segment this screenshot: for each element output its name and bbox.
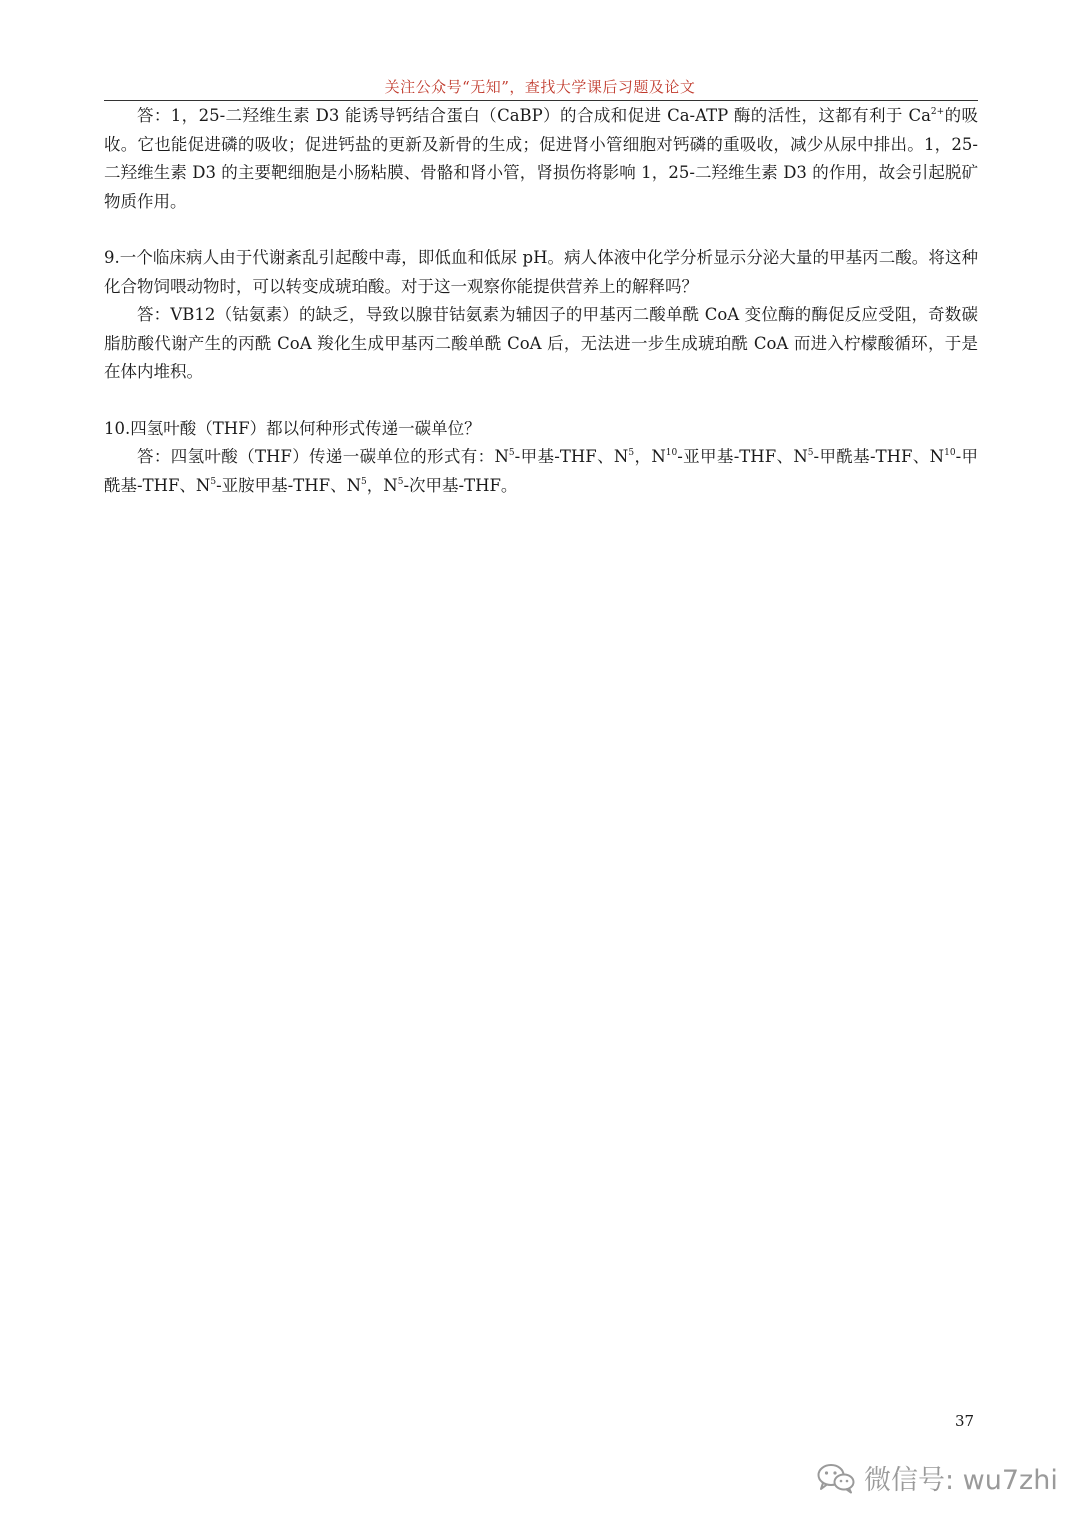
page-number: 37 bbox=[955, 1412, 975, 1430]
answer-8-text-b: 的吸收。它也能促进磷的吸收；促进钙盐的更新及新骨的生成；促进肾小管细胞对钙磷的重吸收，减少从尿中排出。1，25-二羟维生素 D3 的主要靶细胞是小肠粘膜、骨骼和肾小管，肾损伤将影响 1，25-二羟维生素 D3 的作用，故会引起脱矿物质作用。 bbox=[104, 106, 978, 211]
superscript: 5 bbox=[508, 448, 515, 458]
answer-10-text: ，N bbox=[366, 475, 398, 495]
header-divider bbox=[104, 100, 978, 101]
superscript: 10 bbox=[665, 448, 678, 458]
paragraph-spacer bbox=[104, 216, 978, 244]
answer-10 bbox=[104, 443, 978, 500]
answer-9: 答：VB12（钴氨素）的缺乏，导致以腺苷钴氨素为辅因子的甲基丙二酸单酰 CoA 变位酶的酶促反应受阻，奇数碳脂肪酸代谢产生的丙酰 CoA 羧化生成甲基丙二酸单酰 CoA 后，无法进一步生成琥珀酰 CoA 而进入柠檬酸循环，于是在体内堆积。 bbox=[104, 305, 978, 381]
answer-10-text: ，N bbox=[634, 447, 666, 466]
answer-10-text: -亚甲基-THF、N bbox=[677, 447, 808, 466]
answer-10-text: -次甲基-THF。 bbox=[403, 475, 518, 495]
watermark bbox=[816, 1458, 1058, 1497]
superscript: 5 bbox=[210, 476, 217, 487]
paragraph-spacer bbox=[104, 387, 978, 415]
answer-8 bbox=[104, 102, 978, 216]
answer-10-text: -亚胺甲基-THF、N bbox=[216, 475, 362, 495]
answer-8-text-a: 答：1，25-二羟维生素 D3 能诱导钙结合蛋白（CaBP）的合成和促进 Ca-ATP 酶的活性，这都有利于 Ca bbox=[137, 106, 931, 125]
answer-10-text: -甲基-THF、N bbox=[514, 447, 629, 466]
superscript: 5 bbox=[397, 476, 404, 487]
superscript: 5 bbox=[628, 448, 635, 458]
wechat-icon bbox=[816, 1462, 856, 1494]
superscript: 10 bbox=[944, 448, 956, 458]
answer-10-text: -甲酰基-THF、N bbox=[104, 447, 978, 495]
page-header: 关注公众号“无知”，查找大学课后习题及论文 bbox=[384, 78, 696, 96]
answer-10-text: 答：四氢叶酸（THF）传递一碳单位的形式有：N bbox=[137, 447, 509, 466]
document-body bbox=[104, 102, 978, 500]
question-10: 10.四氢叶酸（THF）都以何种形式传递一碳单位？ bbox=[104, 418, 481, 438]
question-9: 9.一个临床病人由于代谢紊乱引起酸中毒，即低血和低尿 pH。病人体液中化学分析显示分泌大量的甲基丙二酸。将这种化合物饲喂动物时，可以转变成琥珀酸。对于这一观察你能提供营养上的解释吗？ bbox=[104, 248, 978, 296]
calcium-charge-superscript: 2+ bbox=[930, 107, 945, 117]
watermark-text: 微信号: wu7zhi bbox=[864, 1465, 1058, 1496]
superscript: 5 bbox=[361, 476, 367, 487]
answer-10-text: -甲酰基-THF、N bbox=[813, 447, 945, 466]
superscript: 5 bbox=[807, 448, 814, 458]
